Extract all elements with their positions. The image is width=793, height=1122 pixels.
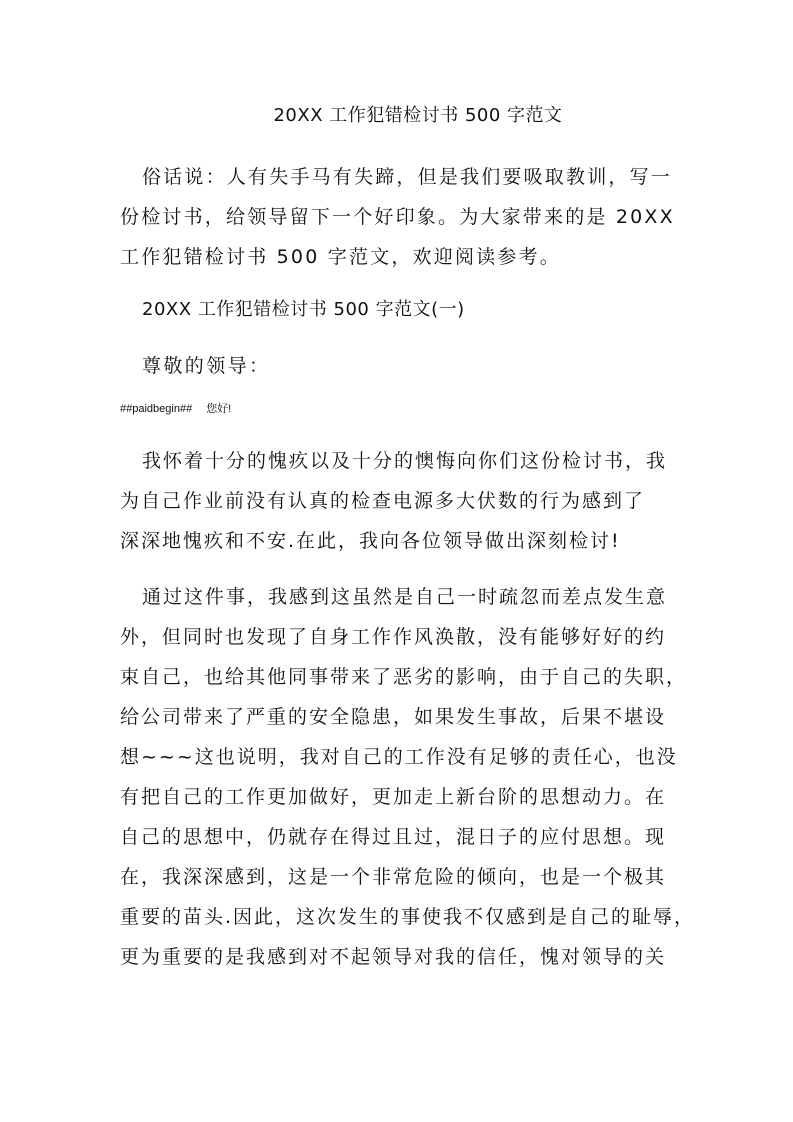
paragraph-line: 在，我深深感到，这是一个非常危险的倾向，也是一个极其: [120, 866, 667, 888]
body-paragraph-2: [120, 577, 696, 977]
intro-line: 俗话说：人有失手马有失蹄，但是我们要吸取教训，写一: [142, 166, 673, 188]
paid-begin-marker: ##paidbegin##: [120, 403, 193, 415]
salutation: 尊敬的领导：: [142, 355, 271, 377]
paragraph-line: 给公司带来了严重的安全隐患，如果发生事故，后果不堪设: [120, 706, 667, 728]
body-paragraph-1: [120, 441, 680, 561]
paragraph-line: 为自己作业前没有认真的检查电源多大伏数的行为感到了: [120, 490, 646, 512]
paragraph-line: 束自己，也给其他同事带来了恶劣的影响，由于自己的失职，: [120, 666, 688, 688]
paragraph-line: 重要的苗头.因此，这次发生的事使我不仅感到是自己的耻辱，: [120, 906, 696, 928]
document-title: 20XX 工作犯错检讨书 500 字范文: [273, 105, 563, 126]
paragraph-line: 外，但同时也发现了自身工作作风涣散，没有能够好好的约: [120, 626, 667, 648]
paragraph-line: 通过这件事，我感到这虽然是自己一时疏忽而差点发生意: [142, 586, 668, 608]
marker-line: [120, 401, 231, 417]
paragraph-line: 有把自己的工作更加做好，更加走上新台阶的思想动力。在: [120, 786, 667, 808]
paragraph-line: 我怀着十分的愧疚以及十分的懊悔向你们这份检讨书，我: [142, 450, 668, 472]
paragraph-line: 想~~~这也说明，我对自己的工作没有足够的责任心，也没: [120, 746, 678, 768]
paragraph-line: 自己的思想中，仍就存在得过且过，混日子的应付思想。现: [120, 826, 667, 848]
greeting: 您好!: [206, 403, 232, 415]
section-title: 20XX 工作犯错检讨书 500 字范文(一): [142, 299, 465, 320]
paragraph-line: 更为重要的是我感到对不起领导对我的信任，愧对领导的关: [120, 946, 667, 968]
intro-paragraph: [120, 157, 680, 277]
paragraph-line: 深深地愧疚和不安.在此，我向各位领导做出深刻检讨!: [120, 530, 621, 552]
intro-line: 份检讨书，给领导留下一个好印象。为大家带来的是 20XX: [120, 206, 675, 228]
intro-line: 工作犯错检讨书 500 字范文，欢迎阅读参考。: [120, 246, 561, 268]
